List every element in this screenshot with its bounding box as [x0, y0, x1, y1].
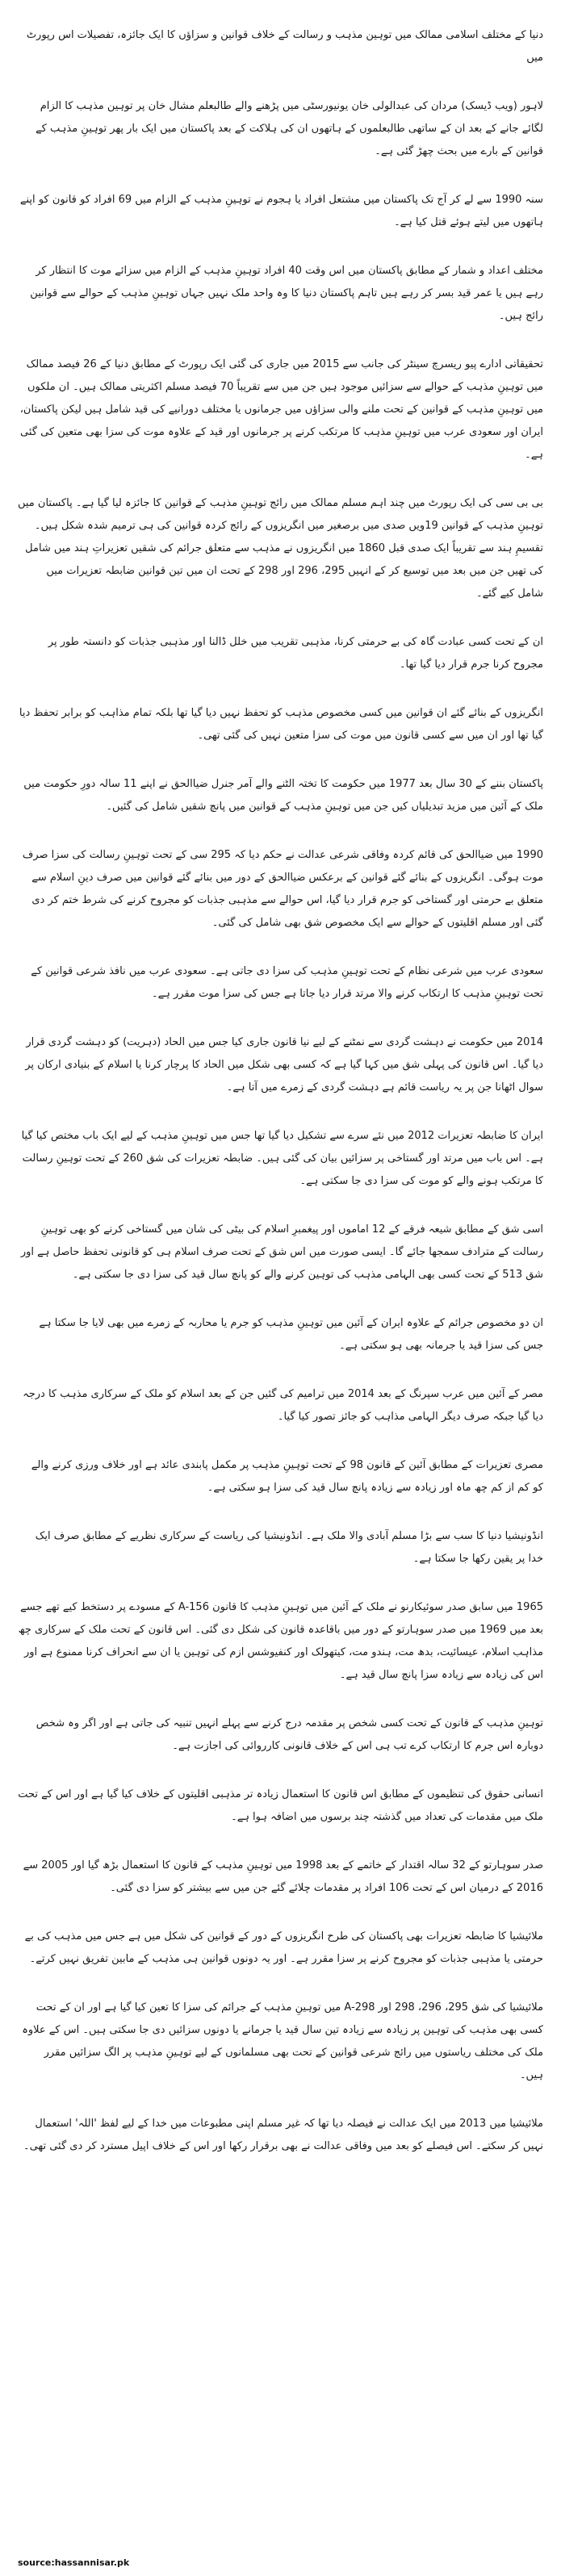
paragraph: ایران کا ضابطہ تعزیرات 2012 میں نئے سرے سے تشکیل دیا گیا تھا جس میں توہینِ مذہب کے لیے ایک باب مختص کیا گیا ہے۔ اس باب میں مرتد اور گستاخی پر سزائیں بیان کی گئی ہیں۔ ضابطہ تعزیرات کی شق 260 کے تحت توہینِ رسالت کا مرتکب ہونے والے کو موت کی سزا دی جا سکتی ہے۔: [21, 1130, 543, 1187]
paragraph: مصری تعزیرات کے مطابق آئین کے قانون 98 کے تحت توہینِ مذہب پر مکمل پابندی عائد ہے اور خلاف ورزی کرنے والے کو کم از کم چھ ماہ اور زیادہ سے زیادہ پانچ سال قید کی سزا ہو سکتی ہے۔: [31, 1459, 543, 1494]
paragraph: ملائیشیا کی شق 295، 296، 298 اور A-298 میں توہینِ مذہب کے جرائم کی سزا کا تعین کیا گیا ہے اور ان کے تحت کسی بھی مذہب کی توہین پر زیادہ سے زیادہ تین سال قید یا جرمانے یا دونوں سزائیں دی جا سکتی ہیں۔ اس کے علاوہ ملک کی مختلف ریاستوں میں رائج شرعی قوانین کے تحت بھی مسلمانوں کے لیے توہینِ مذہب پر الگ سزائیں مقرر ہیں۔: [22, 2001, 543, 2081]
paragraph: 1965 میں سابق صدر سوئیکارنو نے ملک کے آئین میں توہینِ مذہب کا قانون A-156 کے مسودے پر دستخط کیے تھے جسے بعد میں 1969 میں صدر سوہارتو کے دور میں باقاعدہ قانون کی شکل دی گئی۔ اس قانون کے تحت ملک کے سرکاری چھ مذاہب اسلام، عیسائیت، بدھ مت، ہندو مت، کیتھولک اور کنفیوشس ازم کی توہین یا ان سے انحراف کرنا ممنوع ہے اور اس کی زیادہ سے زیادہ سزا پانچ سال قید ہے۔: [18, 1601, 543, 1681]
paragraph: مختلف اعداد و شمار کے مطابق پاکستان میں اس وقت 40 افراد توہینِ مذہب کے الزام میں سزائے موت کا انتظار کر رہے ہیں یا عمر قید بسر کر رہے ہیں تاہم پاکستان دنیا کا وہ واحد ملک نہیں جہاں توہینِ مذہب کے حوالے سے قوانین رائج ہیں۔: [30, 265, 543, 322]
paragraph: اسی شق کے مطابق شیعہ فرقے کے 12 اماموں اور پیغمبرِ اسلام کی بیٹی کی شان میں گستاخی کرنے کو بھی توہینِ رسالت کے مترادف سمجھا جائے گا۔ ایسی صورت میں اس شق کے تحت صرف اسلام ہی کو قانونی تحفظ حاصل ہے اور شق 513 کے تحت کسی بھی الہامی مذہب کی توہین کرنے والے کو پانچ سال قید کی سزا دی جا سکتی ہے۔: [20, 1223, 543, 1281]
paragraph: انگریزوں کے بنائے گئے ان قوانین میں کسی مخصوص مذہب کو تحفظ نہیں دیا گیا تھا بلکہ تمام مذاہب کو برابر تحفظ دیا گیا تھا اور ان میں سے کسی قانون میں موت کی سزا متعین نہیں کی گئی تھی۔: [19, 707, 543, 742]
paragraph: توہینِ مذہب کے قانون کے تحت کسی شخص پر مقدمہ درج کرنے سے پہلے انہیں تنبیہ کی جاتی ہے اور اگر وہ شخص دوبارہ اس جرم کا ارتکاب کرے تب ہی اس کے خلاف قانونی کارروائی کی اجازت ہے۔: [36, 1717, 543, 1752]
paragraph: پاکستان بننے کے 30 سال بعد 1977 میں حکومت کا تختہ الٹنے والے آمر جنرل ضیاالحق نے اپنے 11 سالہ دورِ حکومت میں ملک کے آئین میں مزید تبدیلیاں کیں جن میں توہینِ مذہب کے قوانین میں پانچ شقیں شامل کی گئیں۔: [23, 778, 543, 813]
paragraph: 2014 میں حکومت نے دہشت گردی سے نمٹنے کے لیے نیا قانون جاری کیا جس میں الحاد (دہریت) کو دہشت گردی قرار دیا گیا۔ اس قانون کی پہلی شق میں کہا گیا ہے کہ کسی بھی شکل میں الحاد کا پرچار کرنا یا اسلام کے بنیادی ارکان پر سوال اٹھانا جن پر یہ ریاست قائم ہے دہشت گردی کے زمرے میں آتا ہے۔: [25, 1036, 543, 1094]
paragraph: لاہور (ویب ڈیسک) مردان کی عبدالولی خان یونیورسٹی میں پڑھنے والے طالبعلم مشال خان پر توہین مذہب کا الزام لگائے جانے کے بعد ان کے ساتھی طالبعلموں کے ہاتھوں ان کی ہلاکت کے بعد پاکستان میں ایک بار پھر توہینِ مذہب کے قوانین کے بارے میں بحث چھڑ گئی ہے۔: [36, 100, 543, 157]
paragraph: بی بی سی کی ایک رپورٹ میں چند اہم مسلم ممالک میں رائج توہینِ مذہب کے قوانین کا جائزہ لیا گیا ہے۔ پاکستان میں توہینِ مذہب کے قوانین 19ویں صدی میں برصغیر میں انگریزوں کے رائج کردہ قوانین کی ہی ترمیم شدہ شکل ہیں۔ تقسیمِ ہند سے تقریباً ایک صدی قبل 1860 میں انگریزوں نے مذہب سے متعلق جرائم کی شقیں تعزیراتِ ہند میں شامل کی تھیں جن میں بعد میں توسیع کر کے انہیں 295، 296 اور 298 کے تحت ان میں تین قوانین ضابطہ تعزیرات میں شامل کیے گئے۔: [17, 497, 543, 600]
paragraph: ان دو مخصوص جرائم کے علاوہ ایران کے آئین میں توہینِ مذہب کو جرم یا محاربہ کے زمرے میں بھی لایا جا سکتا ہے جس کی سزا قید یا جرمانہ بھی ہو سکتی ہے۔: [39, 1317, 543, 1352]
paragraph: سنہ 1990 سے لے کر آج تک پاکستان میں مشتعل افراد یا ہجوم نے توہینِ مذہب کے الزام میں 69 افراد کو قانون کو اپنے ہاتھوں میں لیتے ہوئے قتل کیا ہے۔: [19, 194, 543, 228]
paragraph: انڈونیشیا دنیا کا سب سے بڑا مسلم آبادی والا ملک ہے۔ انڈونیشیا کی ریاست کے سرکاری نظریے کے مطابق صرف ایک خدا پر یقین رکھا جا سکتا ہے۔: [35, 1530, 543, 1565]
paragraph: 1990 میں ضیاالحق کی قائم کردہ وفاقی شرعی عدالت نے حکم دیا کہ 295 سی کے تحت توہینِ رسالت کی سزا صرف موت ہوگی۔ انگریزوں کے بنائے گئے قوانین کے برعکس ضیاالحق کے دور میں بنائے گئے قوانین میں صرف دینِ اسلام سے متعلق بے حرمتی اور گستاخی کو جرم قرار دیا گیا، اس حوالے سے مذہبی جذبات کو مجروح کرنے کی شرط ختم کر دی گئی اور مسلم اقلیتوں کے حوالے سے ایک مخصوص شق بھی شامل کی گئی۔: [22, 849, 543, 929]
paragraph: ملائیشیا میں 2013 میں ایک عدالت نے فیصلہ دیا تھا کہ غیر مسلم اپنی مطبوعات میں خدا کے لیے لفظ 'اللہ' استعمال نہیں کر سکتے۔ اس فیصلے کو بعد میں وفاقی عدالت نے بھی برقرار رکھا اور اس کے خلاف اپیل مسترد کر دی گئی تھی۔: [23, 2118, 543, 2152]
paragraph: سعودی عرب میں شرعی نظام کے تحت توہینِ مذہب کی سزا دی جاتی ہے۔ سعودی عرب میں نافذ شرعی قوانین کے تحت توہینِ مذہب کا ارتکاب کرنے والا مرتد قرار دیا جاتا ہے جس کی سزا موت مقرر ہے۔: [31, 965, 543, 1000]
paragraph: انسانی حقوق کی تنظیموں کے مطابق اس قانون کا استعمال زیادہ تر مذہبی اقلیتوں کے خلاف کیا گیا ہے اور اس کے تحت ملک میں مقدمات کی تعداد میں گذشتہ چند برسوں میں اضافہ ہوا ہے۔: [18, 1788, 543, 1823]
article-body: [18, 24, 543, 2158]
paragraph: صدر سوہارتو کے 32 سالہ اقتدار کے خاتمے کے بعد 1998 میں توہینِ مذہب کے قانون کا استعمال بڑھ گیا اور 2005 سے 2016 کے درمیان اس کے تحت 106 افراد پر مقدمات چلائے گئے جن میں سے بیشتر کو سزا دی گئی۔: [23, 1859, 543, 1894]
paragraph: دنیا کے مختلف اسلامی ممالک میں توہین مذہب و رسالت کے خلاف قوانین و سزاؤں کا ایک جائزہ، تفصیلات اس رپورٹ میں: [26, 29, 543, 64]
paragraph: مصر کے آئین میں عرب سپرنگ کے بعد 2014 میں ترامیم کی گئیں جن کے بعد اسلام کو ملک کے سرکاری مذہب کا درجہ دیا گیا جبکہ صرف دیگر الہامی مذاہب کو جائز تصور کیا گیا۔: [23, 1388, 543, 1423]
paragraph: تحقیقاتی ادارے پیو ریسرچ سینٹر کی جانب سے 2015 میں جاری کی گئی ایک رپورٹ کے مطابق دنیا کے 26 فیصد ممالک میں توہینِ مذہب کے حوالے سے سزائیں موجود ہیں جن میں سے تقریباً 70 فیصد مسلم اکثریتی ممالک ہیں۔ ان ملکوں میں توہینِ مذہب کے قوانین کے تحت ملنے والی سزاؤں میں جرمانوں یا مختلف دورانیے کی قید شامل ہیں لیکن پاکستان، ایران اور سعودی عرب میں توہینِ مذہب کا مرتکب کرنے پر جرمانوں اور قید کے علاوہ موت کی سزا بھی متعین کی گئی ہے۔: [19, 358, 543, 461]
paragraph: ان کے تحت کسی عبادت گاہ کی بے حرمتی کرنا، مذہبی تقریب میں خلل ڈالنا اور مذہبی جذبات کو دانستہ طور پر مجروح کرنا جرم قرار دیا گیا تھا۔: [48, 636, 543, 671]
source-credit: source:hassannisar.pk: [18, 2557, 130, 2568]
paragraph: ملائیشیا کا ضابطہ تعزیرات بھی پاکستان کی طرح انگریزوں کے دور کے قوانین کی شکل میں ہے جس میں مذہب کی بے حرمتی یا مذہبی جذبات کو مجروح کرنے پر سزا مقرر ہے۔ اور یہ دونوں قوانین ہی مذہب کے مابین تفریق نہیں کرتے۔: [24, 1930, 543, 1965]
